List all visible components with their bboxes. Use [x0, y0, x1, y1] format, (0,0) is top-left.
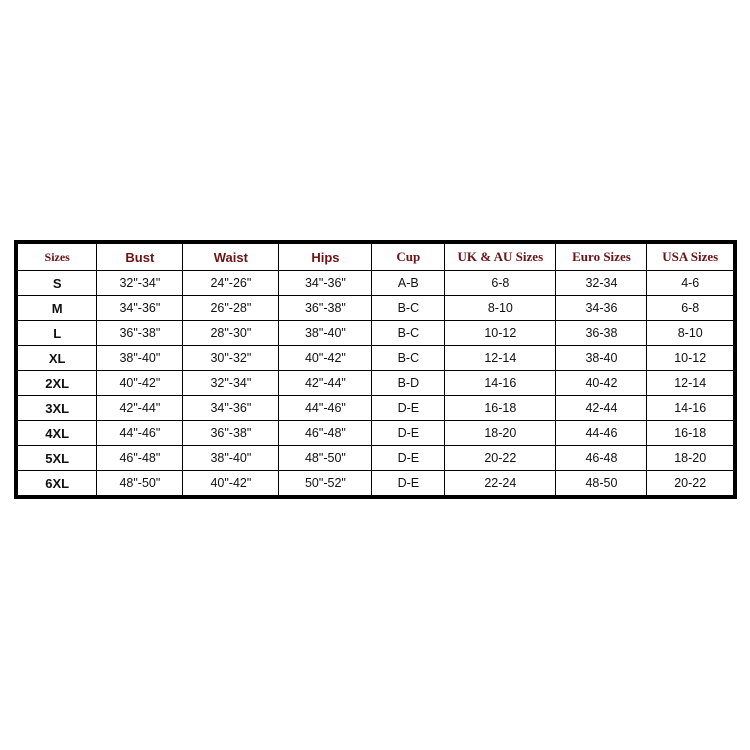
hips-cell: 34"-36" — [279, 271, 372, 296]
usa-size-cell: 4-6 — [647, 271, 735, 296]
header-waist: Waist — [183, 242, 279, 271]
euro-size-cell: 40-42 — [556, 371, 647, 396]
table-row — [16, 396, 735, 421]
header-row — [16, 242, 735, 271]
waist-cell: 34"-36" — [183, 396, 279, 421]
size-cell: 5XL — [16, 446, 97, 471]
table-row — [16, 371, 735, 396]
cup-cell: D-E — [372, 421, 445, 446]
usa-size-cell: 18-20 — [647, 446, 735, 471]
cup-cell: B-C — [372, 321, 445, 346]
cup-cell: B-C — [372, 346, 445, 371]
size-cell: XL — [16, 346, 97, 371]
bust-cell: 44"-46" — [97, 421, 183, 446]
cup-cell: D-E — [372, 471, 445, 498]
bust-cell: 42"-44" — [97, 396, 183, 421]
uk-au-size-cell: 6-8 — [445, 271, 556, 296]
size-cell: 2XL — [16, 371, 97, 396]
header-bust: Bust — [97, 242, 183, 271]
bust-cell: 38"-40" — [97, 346, 183, 371]
euro-size-cell: 34-36 — [556, 296, 647, 321]
table-row — [16, 321, 735, 346]
header-euro-sizes: Euro Sizes — [556, 242, 647, 271]
bust-cell: 46"-48" — [97, 446, 183, 471]
waist-cell: 28"-30" — [183, 321, 279, 346]
hips-cell: 46"-48" — [279, 421, 372, 446]
usa-size-cell: 6-8 — [647, 296, 735, 321]
uk-au-size-cell: 12-14 — [445, 346, 556, 371]
size-chart-header — [16, 242, 735, 271]
size-cell: S — [16, 271, 97, 296]
waist-cell: 32"-34" — [183, 371, 279, 396]
bust-cell: 32"-34" — [97, 271, 183, 296]
waist-cell: 38"-40" — [183, 446, 279, 471]
waist-cell: 24"-26" — [183, 271, 279, 296]
bust-cell: 48"-50" — [97, 471, 183, 498]
size-chart-table — [14, 240, 737, 499]
table-row — [16, 346, 735, 371]
table-row — [16, 296, 735, 321]
euro-size-cell: 44-46 — [556, 421, 647, 446]
size-chart-body — [16, 271, 735, 498]
size-cell: 3XL — [16, 396, 97, 421]
cup-cell: D-E — [372, 446, 445, 471]
euro-size-cell: 36-38 — [556, 321, 647, 346]
table-row — [16, 421, 735, 446]
uk-au-size-cell: 16-18 — [445, 396, 556, 421]
bust-cell: 34"-36" — [97, 296, 183, 321]
usa-size-cell: 10-12 — [647, 346, 735, 371]
hips-cell: 42"-44" — [279, 371, 372, 396]
euro-size-cell: 46-48 — [556, 446, 647, 471]
table-row — [16, 271, 735, 296]
uk-au-size-cell: 18-20 — [445, 421, 556, 446]
cup-cell: B-C — [372, 296, 445, 321]
euro-size-cell: 48-50 — [556, 471, 647, 498]
usa-size-cell: 14-16 — [647, 396, 735, 421]
euro-size-cell: 42-44 — [556, 396, 647, 421]
table-row — [16, 446, 735, 471]
uk-au-size-cell: 22-24 — [445, 471, 556, 498]
uk-au-size-cell: 10-12 — [445, 321, 556, 346]
cup-cell: A-B — [372, 271, 445, 296]
uk-au-size-cell: 8-10 — [445, 296, 556, 321]
table-row — [16, 471, 735, 498]
header-usa-sizes: USA Sizes — [647, 242, 735, 271]
uk-au-size-cell: 14-16 — [445, 371, 556, 396]
usa-size-cell: 16-18 — [647, 421, 735, 446]
hips-cell: 50"-52" — [279, 471, 372, 498]
hips-cell: 40"-42" — [279, 346, 372, 371]
bust-cell: 36"-38" — [97, 321, 183, 346]
usa-size-cell: 20-22 — [647, 471, 735, 498]
size-cell: M — [16, 296, 97, 321]
euro-size-cell: 38-40 — [556, 346, 647, 371]
usa-size-cell: 12-14 — [647, 371, 735, 396]
header-hips: Hips — [279, 242, 372, 271]
hips-cell: 38"-40" — [279, 321, 372, 346]
waist-cell: 30"-32" — [183, 346, 279, 371]
cup-cell: B-D — [372, 371, 445, 396]
hips-cell: 48"-50" — [279, 446, 372, 471]
euro-size-cell: 32-34 — [556, 271, 647, 296]
header-cup: Cup — [372, 242, 445, 271]
cup-cell: D-E — [372, 396, 445, 421]
bust-cell: 40"-42" — [97, 371, 183, 396]
hips-cell: 44"-46" — [279, 396, 372, 421]
size-cell: 6XL — [16, 471, 97, 498]
usa-size-cell: 8-10 — [647, 321, 735, 346]
size-cell: 4XL — [16, 421, 97, 446]
hips-cell: 36"-38" — [279, 296, 372, 321]
header-uk-au-sizes: UK & AU Sizes — [445, 242, 556, 271]
header-sizes: Sizes — [16, 242, 97, 271]
size-cell: L — [16, 321, 97, 346]
waist-cell: 40"-42" — [183, 471, 279, 498]
waist-cell: 26"-28" — [183, 296, 279, 321]
uk-au-size-cell: 20-22 — [445, 446, 556, 471]
waist-cell: 36"-38" — [183, 421, 279, 446]
